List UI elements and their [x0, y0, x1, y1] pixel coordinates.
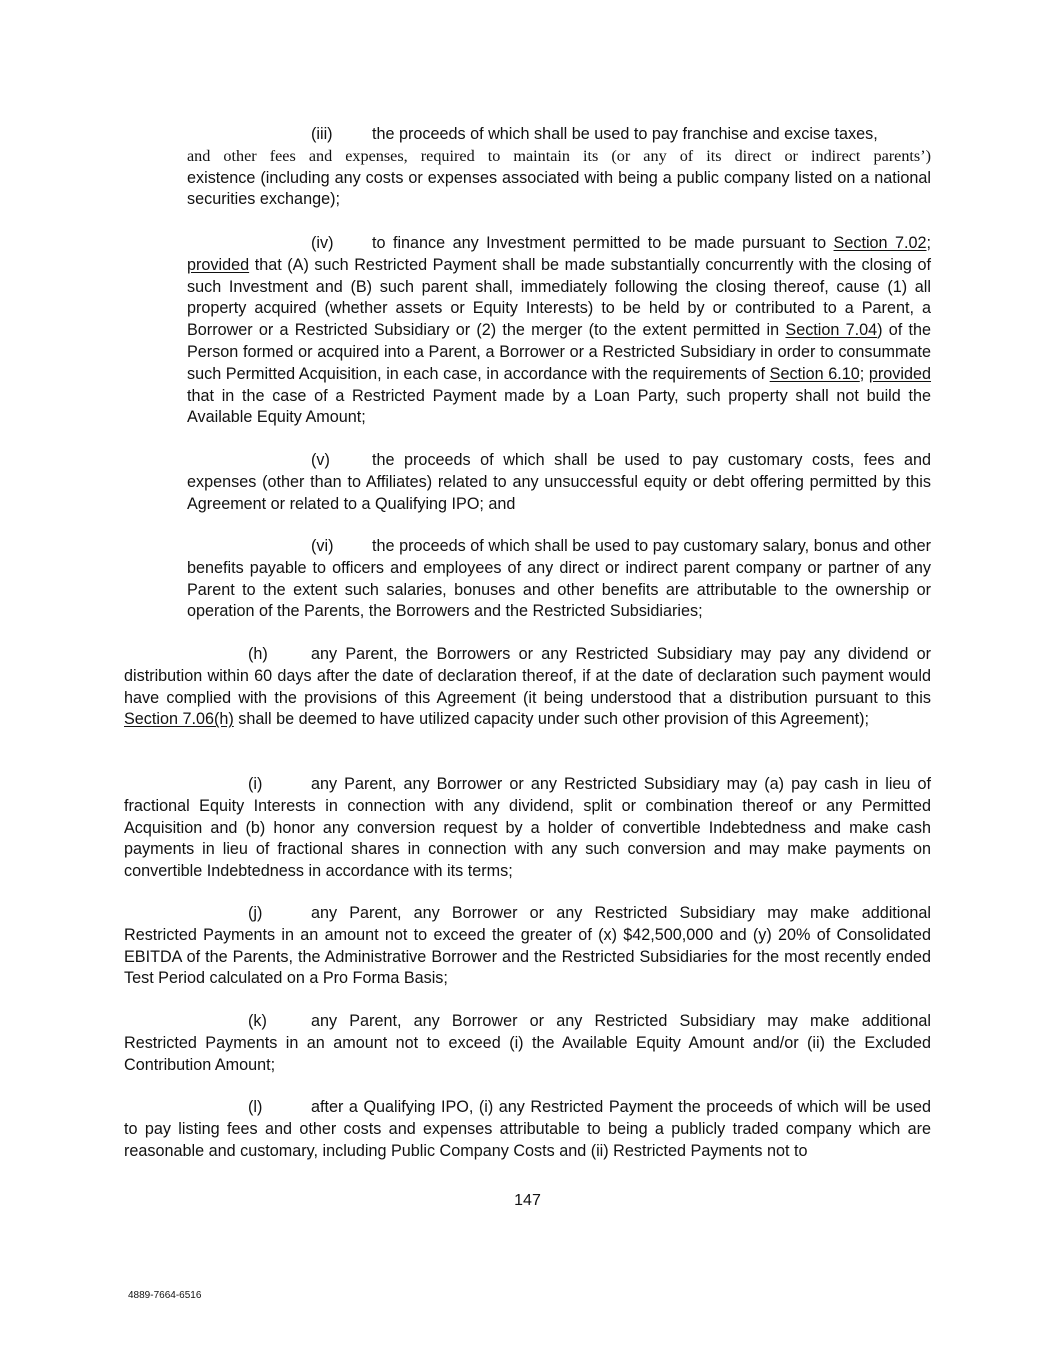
clause-text: and other fees and expenses, required to maintain its (or any of its direct or indirect parents’) — [187, 146, 931, 165]
clause-text: any Parent, any Borrower or any Restricted Subsidiary may (a) pay cash in lieu of fractional Equity Interests in connection with any dividend, split or combination thereof or any Permitted Acquisition and (b) honor any conversion request by a holder of convertible Indebtedness and make cash payments in lieu of fractional shares in connection with any such conversion and may make payments on convertible Indebtedness in accordance with its terms; — [124, 775, 931, 881]
clause-l — [124, 1097, 931, 1162]
clause-label: (v) — [311, 451, 330, 469]
clause-text: any Parent, the Borrowers or any Restricted Subsidiary may pay any dividend or distribution within 60 days after the date of declaration thereof, if at the date of declaration such payment would have complied with the provisions of this Agreement (it being understood that a distribution pursuant to this — [124, 645, 931, 707]
clause-label: (i) — [248, 775, 263, 793]
clause-text: ) of the Person formed or acquired into a Parent, a Borrower or a Restricted Subsidiary in order to consummate such Permitted Acquisition, in each case, in accordance with the requirements of — [187, 321, 932, 383]
section-reference: Section 6.10 — [769, 364, 860, 383]
clause-iii — [187, 124, 931, 211]
clause-iv — [187, 233, 931, 429]
clause-text: the proceeds of which shall be used to pay franchise and excise taxes, — [372, 125, 878, 143]
section-reference: Section 7.06(h) — [124, 710, 234, 729]
section-reference: Section 7.04 — [785, 321, 878, 340]
clause-text: that (A) such Restricted Payment shall be made substantially concurrently with the closing of such Investment and (B) such parent shall, immediately following the closing thereof, cause (1) all property acquired (whether assets or Equity Interests) to be held by or contributed to a Parent, a Borrower or a Restricted Subsidiary or (2) the merger (to the extent permitted in — [187, 255, 931, 340]
clause-label: (h) — [248, 645, 268, 663]
page-number: 147 — [514, 1192, 541, 1209]
clause-label: (iii) — [311, 125, 333, 143]
clause-text: ; — [859, 364, 869, 383]
proviso-term: provided — [868, 364, 932, 383]
clause-text: to finance any Investment permitted to be made pursuant to — [372, 234, 834, 252]
clause-label: (iv) — [311, 234, 334, 252]
clause-text: any Parent, any Borrower or any Restricted Subsidiary may make additional Restricted Payments in an amount not to exceed the greater of (x) $42,500,000 and (y) 20% of Consolidated EBITDA of the Parents, the Administrative Borrower and the Restricted Subsidiaries for the most recently ended Test Period calculated on a Pro Forma Basis; — [124, 904, 931, 988]
clause-h — [124, 644, 931, 731]
document-id: 4889-7664-6516 — [128, 1290, 202, 1301]
clause-label: (vi) — [311, 537, 334, 555]
clause-text: ; — [926, 234, 932, 252]
clause-text: shall be deemed to have utilized capacity under such other provision of this Agreement); — [233, 710, 870, 729]
clause-j — [124, 903, 931, 990]
clause-text: the proceeds of which shall be used to pay customary salary, bonus and other benefits payable to officers and employees of any direct or indirect parent company or partner of any Parent to the extent such salaries, bonuses and other benefits are attributable to the ownership or operation of the Parents, the Borrowers and the Restricted Subsidiaries; — [187, 537, 931, 621]
clause-vi — [187, 536, 931, 623]
clause-text: after a Qualifying IPO, (i) any Restricted Payment the proceeds of which will be used to pay listing fees and other costs and expenses attributable to being a publicly traded company which are reasonable and customary, including Public Company Costs and (ii) Restricted Payments not to — [124, 1098, 931, 1160]
section-reference: Section 7.02 — [833, 234, 927, 252]
clause-text: any Parent, any Borrower or any Restricted Subsidiary may make additional Restricted Payments in an amount not to exceed (i) the Available Equity Amount and/or (ii) the Excluded Contribution Amount; — [124, 1012, 931, 1074]
clause-text: that in the case of a Restricted Payment made by a Loan Party, such property shall not build the Available Equity Amount; — [187, 386, 931, 427]
clause-i — [124, 774, 931, 883]
clause-text: the proceeds of which shall be used to pay customary costs, fees and expenses (other than to Affiliates) related to any unsuccessful equity or debt offering permitted by this Agreement or related to a Qualifying IPO; and — [187, 451, 931, 513]
clause-k — [124, 1011, 931, 1076]
clause-label: (k) — [248, 1012, 267, 1030]
clause-label: (j) — [248, 904, 263, 922]
clause-v — [187, 450, 931, 515]
clause-label: (l) — [248, 1098, 263, 1116]
proviso-term: provided — [187, 255, 250, 274]
clause-text: existence (including any costs or expenses associated with being a public company listed on a national securities exchange); — [187, 168, 931, 209]
